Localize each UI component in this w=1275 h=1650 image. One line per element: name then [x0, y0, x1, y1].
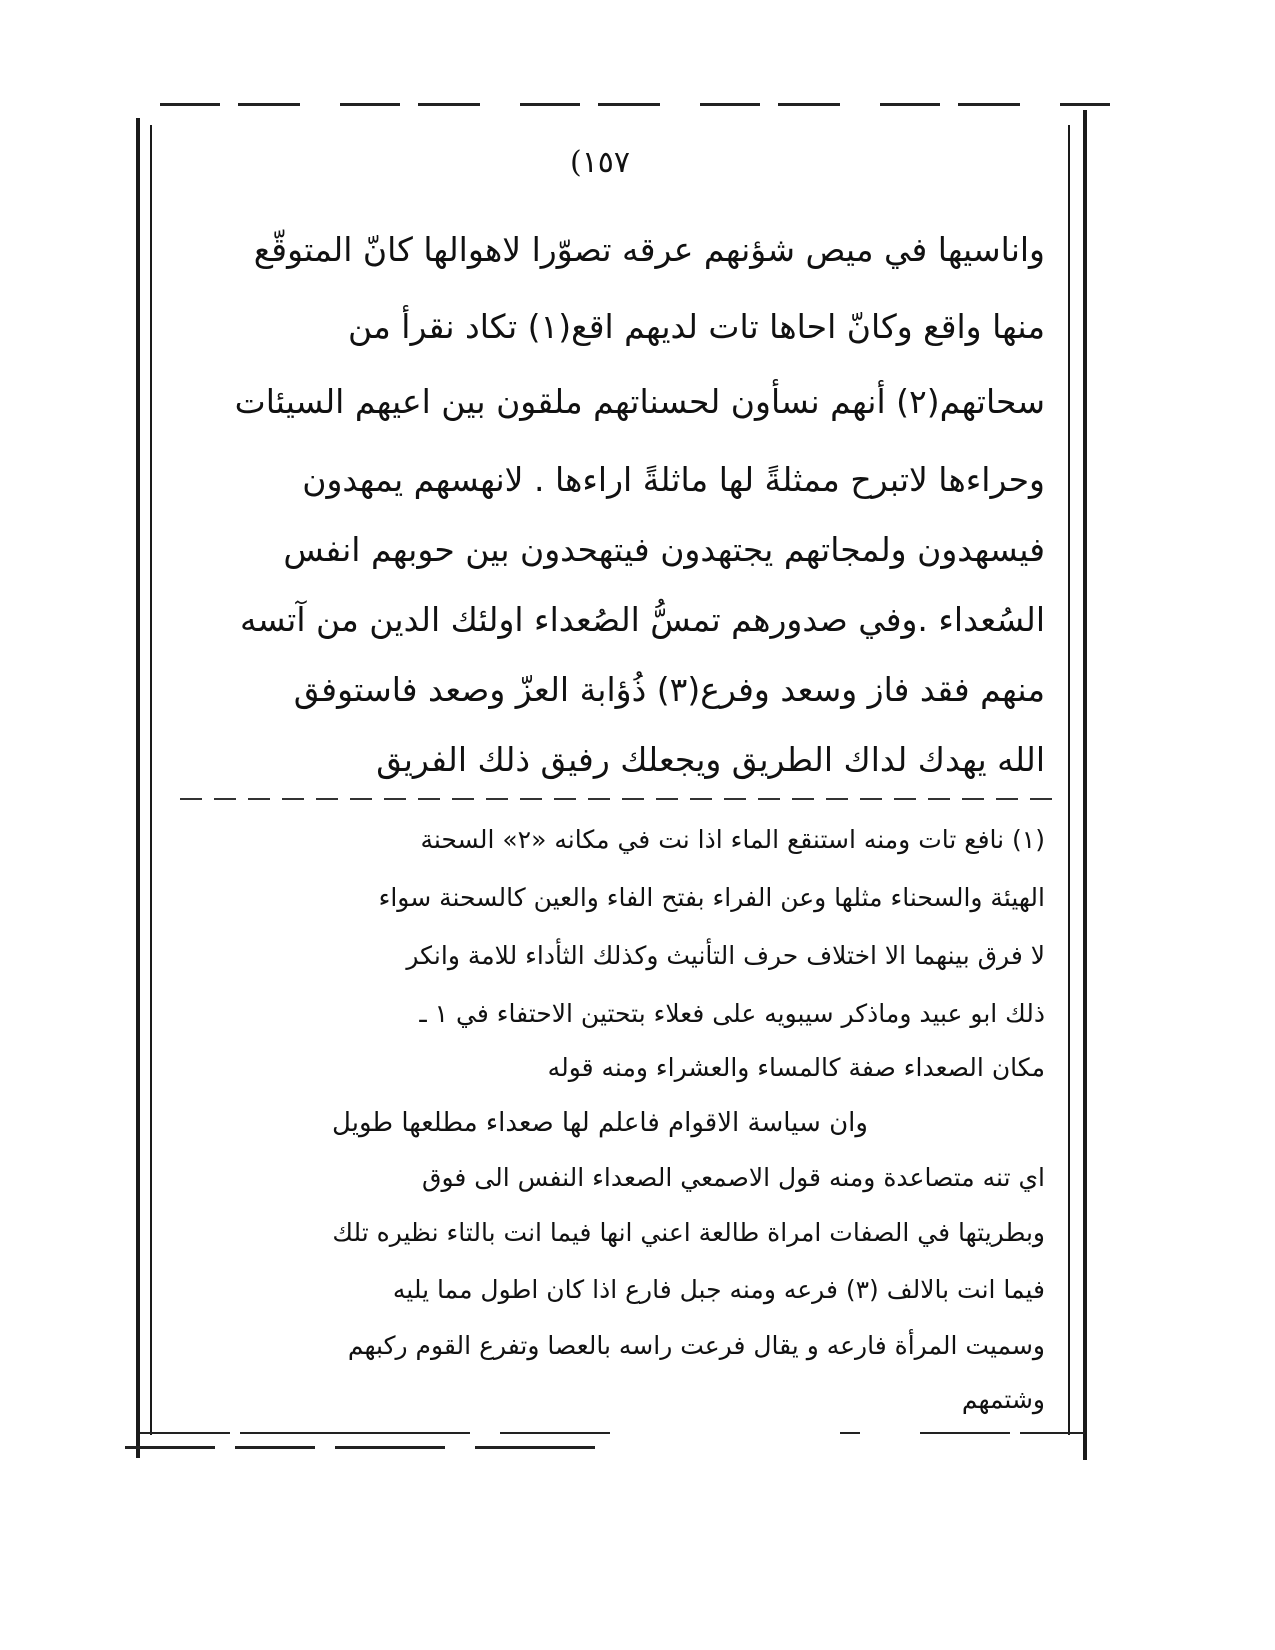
footnote-line: وبطريتها في الصفات امراة طالعة اعني انها فيما انت بالتاء نظيره تلك — [332, 1218, 1045, 1247]
main-text-line: فيسهدون ولمجاتهم يجتهدون فيتهحدون بين حوبهم انفس — [283, 530, 1045, 569]
footnote-line: لا فرق بينهما الا اختلاف حرف التأنيث وكذلك الثأداء للامة وانكر — [406, 941, 1045, 970]
footnote-line: اي تنه متصاعدة ومنه قول الاصمعي الصعداء النفس الى فوق — [422, 1163, 1045, 1192]
main-text-line: الله يهدك لداك الطريق ويجعلك رفيق ذلك الفريق — [376, 740, 1045, 779]
main-text-line: منهم فقد فاز وسعد وفرع(٣) ذُؤابة العزّ وصعد فاستوفق — [293, 670, 1045, 709]
main-text-line: سحاتهم(٢) أنهم نسأون لحسناتهم ملقون بين اعيهم السيئات — [234, 382, 1045, 421]
footnote-line: فيما انت بالالف (٣) فرعه ومنه جبل فارع اذا كان اطول مما يليه — [392, 1275, 1045, 1304]
footnote-line: مكان الصعداء صفة كالمساء والعشراء ومنه قوله — [547, 1053, 1045, 1082]
footnote-line: الهيئة والسحناء مثلها وعن الفراء بفتح الفاء والعين كالسحنة سواء — [378, 883, 1045, 912]
footnote-separator — [180, 798, 1055, 800]
bottom-rule-outer — [125, 1446, 1085, 1449]
main-text-line: السُعداء .وفي صدورهم تمسُّ الصُعداء اولئك الدين من آتسه — [240, 600, 1045, 639]
main-text-line: واناسيها في ميص شؤنهم عرقه تصوّرا لاهوالها كانّ المتوقّع — [253, 230, 1045, 269]
frame-right-border — [1083, 110, 1087, 1460]
footnote-line: وشتمهم — [961, 1385, 1045, 1414]
frame-right-inner-border — [1068, 125, 1070, 1435]
main-text-line: منها واقع وكانّ احاها تات لديهم اقع(١) تكاد نقرأ من — [347, 307, 1045, 346]
frame-left-border — [136, 118, 140, 1458]
verse-line: وان سياسة الاقوام فاعلم لها صعداء مطلعها طويل — [332, 1108, 868, 1138]
main-text-line: وحراءها لاتبرح ممثلةً لها ماثلةً اراءها . لانهسهم يمهدون — [302, 460, 1045, 499]
footnote-line: (١) نافع تات ومنه استنقع الماء اذا نت في مكانه «٢» السحنة — [420, 825, 1045, 854]
frame-left-inner-border — [150, 125, 152, 1435]
footnote-line: وسميت المرأة فارعه و يقال فرعت راسه بالعصا وتفرع القوم ركبهم — [347, 1331, 1045, 1360]
top-rule — [160, 103, 1110, 106]
page-number: (١٥٧ — [569, 145, 631, 180]
footnote-line: ذلك ابو عبيد وماذكر سيبويه على فعلاء بتحتين الاحتفاء في ١ ـ — [419, 999, 1045, 1028]
bottom-rule — [140, 1432, 1085, 1434]
